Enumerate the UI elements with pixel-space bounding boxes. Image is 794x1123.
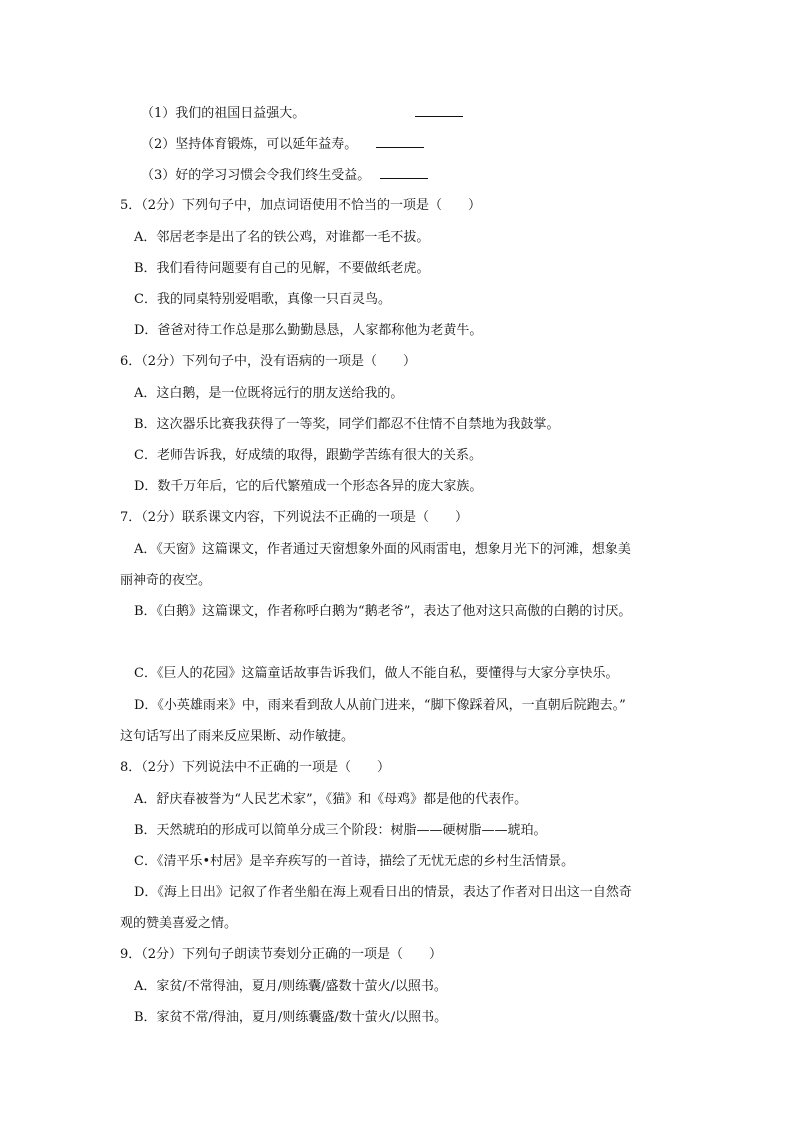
option-6c: C．老师告诉我，好成绩的取得，跟勤学苦练有很大的关系。 — [134, 448, 482, 463]
option-8d-cont: 观的赞美喜爱之情。 — [120, 916, 238, 931]
answer-blank[interactable] — [376, 135, 424, 148]
option-6d: D．数千万年后，它的后代繁殖成一个形态各异的庞大家族。 — [134, 479, 483, 494]
question-7 — [120, 509, 468, 527]
answer-blank[interactable] — [380, 166, 428, 179]
sub-item-2 — [141, 135, 424, 154]
sub-item-text: 坚持体育锻炼，可以延年益寿。 — [175, 137, 358, 152]
sub-item-3 — [141, 166, 428, 185]
option-7a: A．《天窗》这篇课文，作者通过天窗想象外面的风雨雷电，想象月光下的河滩，想象美 — [134, 542, 631, 557]
option-7d: D．《小英雄雨来》中，雨来看到敌人从前门进来，“脚下像踩着风，一直朝后院跑去。” — [134, 698, 626, 713]
question-stem: （2分）下列句子中，没有语病的一项是（ ） — [141, 354, 417, 369]
answer-blank[interactable] — [415, 104, 463, 117]
option-8d: D．《海上日出》记叙了作者坐船在海上观看日出的情景，表达了作者对日出这一自然奇 — [134, 885, 632, 900]
option-5a: A．邻居老李是出了名的铁公鸡，对谁都一毛不拔。 — [134, 230, 430, 245]
option-7c: C．《巨人的花园》这篇童话故事告诉我们，做人不能自私，要懂得与大家分享快乐。 — [134, 666, 619, 681]
option-5b: B．我们看待问题要有自己的见解，不要做纸老虎。 — [134, 261, 430, 276]
question-stem: （2分）下列说法中不正确的一项是（ ） — [141, 760, 391, 775]
option-7b: B．《白鹅》这篇课文，作者称呼白鹅为“鹅老爷”，表达了他对这只高傲的白鹅的讨厌。 — [134, 604, 632, 619]
question-number: 6． — [120, 354, 142, 369]
sub-item-text: 我们的祖国日益强大。 — [175, 106, 306, 121]
sub-item-label: （2） — [141, 137, 176, 152]
question-stem: （2分）下列句子中，加点词语使用不恰当的一项是（ ） — [141, 198, 482, 213]
question-6 — [120, 353, 416, 371]
question-5 — [120, 197, 481, 215]
sub-item-label: （1） — [141, 106, 176, 121]
sub-item-text: 好的学习习惯会令我们终生受益。 — [175, 168, 371, 183]
option-9b: B．家贫不常/得油，夏月/则练囊盛/数十萤火/以照书。 — [134, 1010, 448, 1025]
question-stem: （2分）下列句子朗读节奏划分正确的一项是（ ） — [141, 947, 443, 962]
question-number: 5． — [120, 198, 142, 213]
question-8 — [120, 759, 390, 777]
option-8a: A．舒庆春被誉为“人民艺术家”，《猫》和《母鸡》都是他的代表作。 — [134, 792, 528, 807]
option-8c: C．《清平乐•村居》是辛弃疾写的一首诗，描绘了无忧无虑的乡村生活情景。 — [134, 854, 575, 869]
option-7a-cont: 丽神奇的夜空。 — [120, 573, 212, 588]
question-9 — [120, 946, 442, 964]
sub-item-label: （3） — [141, 168, 176, 183]
sub-item-1 — [141, 104, 463, 123]
option-5d: D．爸爸对待工作总是那么勤勤恳恳，人家都称他为老黄牛。 — [134, 323, 483, 338]
question-number: 7． — [120, 510, 142, 525]
option-8b: B．天然琥珀的形成可以简单分成三个阶段：树脂——硬树脂——琥珀。 — [134, 823, 547, 838]
option-5c: C．我的同桌特别爱唱歌，真像一只百灵鸟。 — [134, 292, 391, 307]
question-stem: （2分）联系课文内容，下列说法不正确的一项是（ ） — [141, 510, 469, 525]
option-7d-cont: 这句话写出了雨来反应果断、动作敏捷。 — [120, 729, 355, 744]
question-number: 9． — [120, 947, 142, 962]
question-number: 8． — [120, 760, 142, 775]
option-9a: A．家贫/不常得油，夏月/则练囊/盛数十萤火/以照书。 — [134, 979, 447, 994]
option-6b: B．这次器乐比赛我获得了一等奖，同学们都忍不住情不自禁地为我鼓掌。 — [134, 417, 560, 432]
option-6a: A．这白鹅，是一位既将远行的朋友送给我的。 — [134, 386, 404, 401]
